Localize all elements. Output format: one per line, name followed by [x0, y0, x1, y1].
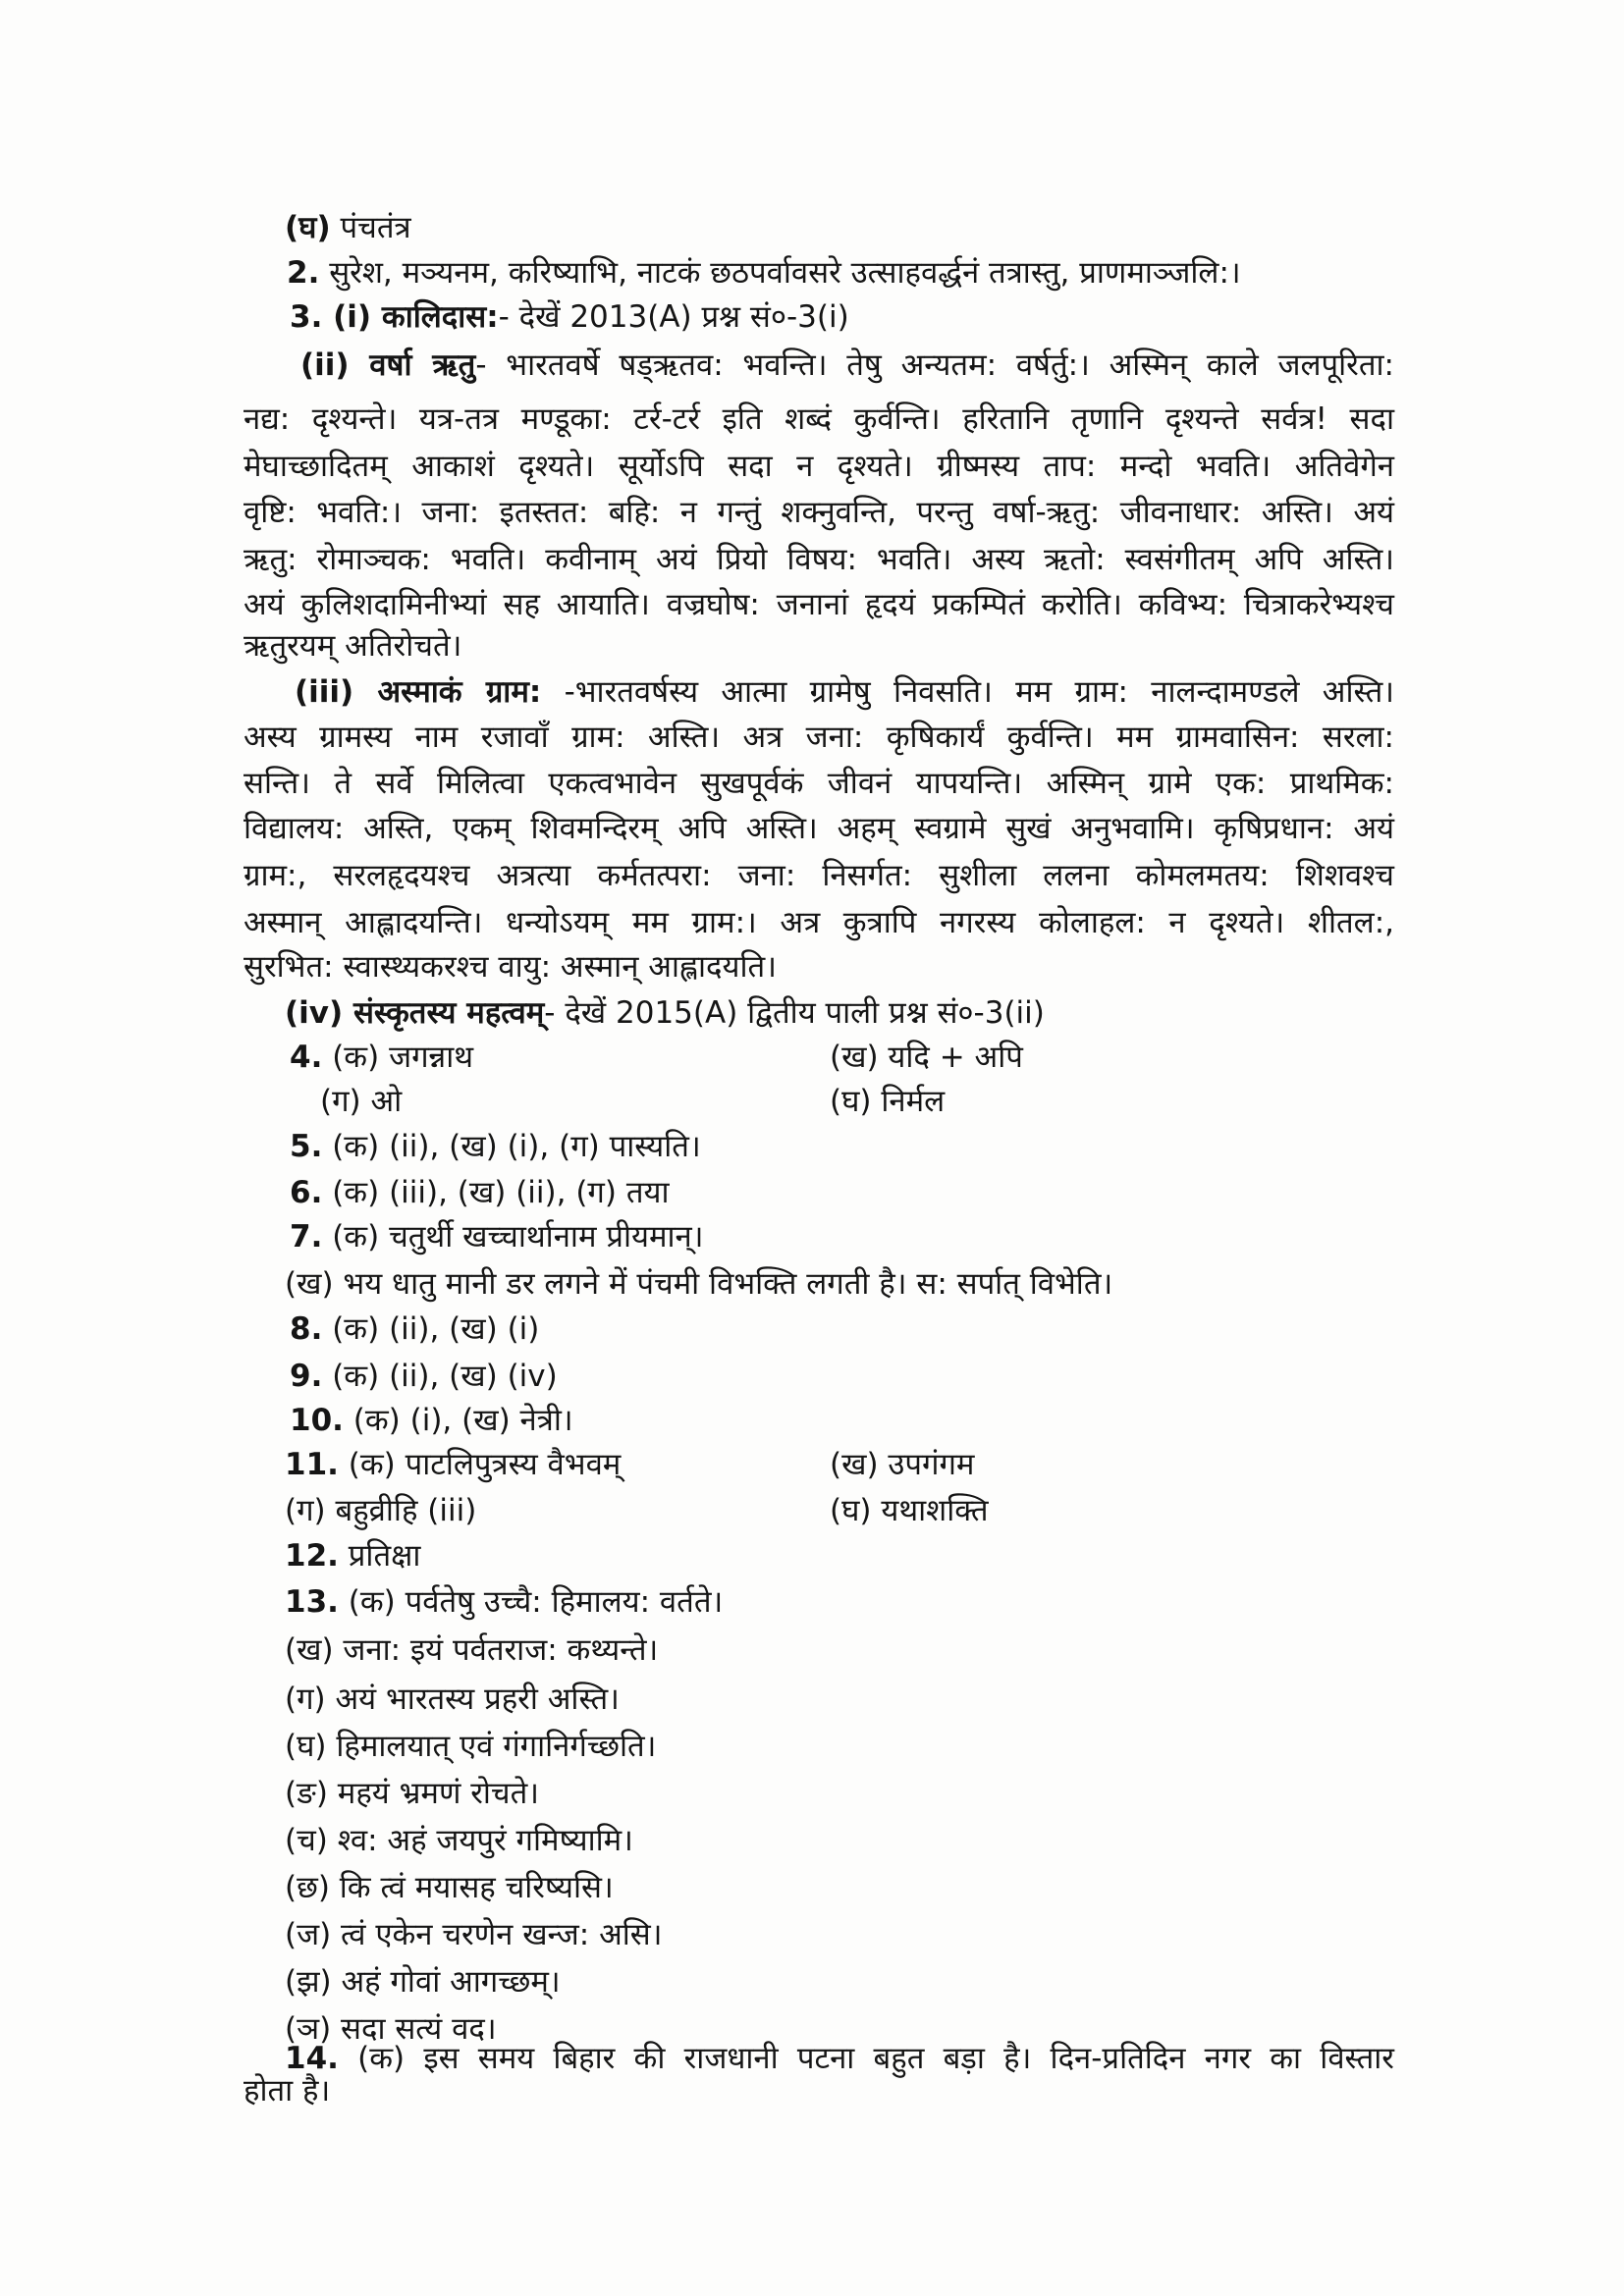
item-number: 6.: [290, 1175, 323, 1210]
text-line: [290, 1217, 704, 1256]
line-text: (क) इस समय बिहार की राजधानी पटना बहुत बड़ा है। दिन-प्रतिदिन नगर का विस्तार: [338, 2041, 1394, 2076]
text-line: [285, 1774, 539, 1813]
line-text: (ग) ओ: [320, 1084, 403, 1119]
item-number: 13.: [285, 1584, 339, 1620]
text-line: [290, 1038, 473, 1077]
text-line: [300, 346, 1394, 385]
line-text: ऋतु: रोमाञ्चक: भवति। कवीनाम् अयं प्रियो विषय: भवति। अस्य ऋतो: स्वसंगीतम् अपि अस्ति।: [244, 542, 1394, 577]
text-line: [285, 1962, 561, 2002]
line-text: (क) चतुर्थी खच्चार्थानाम प्रीयमान्।: [322, 1219, 704, 1255]
text-line: [285, 1680, 620, 1719]
line-text: सन्ति। ते सर्वे मिलित्वा एकत्वभावेन सुखपूर्वकं जीवनं यापयन्ति। अस्मिन् ग्रामे एक: प्राथमिक:: [244, 766, 1394, 801]
line-text: अस्मान् आह्लादयन्ति। धन्योऽयम् मम ग्राम:। अत्र कुत्रापि नगरस्य कोलाहल: न दृश्यते। शीतल:,: [244, 905, 1394, 940]
line-text: (क) (ii), (ख) (i), (ग) पास्यति।: [322, 1129, 701, 1164]
line-text: - देखें 2015(A) द्वितीय पाली प्रश्न सं०-3(ii): [544, 995, 1045, 1031]
right-column-answer: (घ) यथाशक्ति: [830, 1493, 989, 1528]
right-column-answer: (ख) उपगंगम: [830, 1447, 975, 1482]
item-number: (iv) संस्कृतस्य महत्वम्: [285, 995, 545, 1031]
text-line: [290, 297, 849, 337]
line-text: नद्य: दृश्यन्ते। यत्र-तत्र मण्डूका: टर्र-टर्र इति शब्दं कुर्वन्ति। हरितानि तृणानि दृश्यन्ते सर्वत्र! सदा: [244, 401, 1394, 437]
line-text: (ज) त्वं एकेन चरणेन खन्ज: असि।: [285, 1917, 663, 1952]
item-number: 3. (i) कालिदास:: [290, 299, 499, 335]
line-text: वृष्टि: भवति:। जना: इतस्तत: बहि: न गन्तुं शक्नुवन्ति, परन्तु वर्षा-ऋतु: जीवनाधार: अस्ति। अयं: [244, 495, 1394, 530]
line-text: (ग) अयं भारतस्य प्रहरी अस्ति।: [285, 1682, 620, 1717]
text-line: [290, 1401, 573, 1440]
item-number: (iii) अस्माकं ग्राम:: [295, 674, 542, 710]
line-text: (क) (ii), (ख) (i): [322, 1311, 540, 1347]
line-text: - देखें 2013(A) प्रश्न सं०-3(i): [498, 299, 849, 335]
line-text: अस्य ग्रामस्य नाम रजावाँ ग्राम: अस्ति। अत्र जना: कृषिकार्यं कुर्वन्ति। मम ग्रामवासिन: सरला:: [244, 720, 1394, 755]
line-text: होता है।: [244, 2073, 331, 2109]
text-line: [285, 208, 411, 247]
line-text: ऋतुरयम् अतिरोचते।: [244, 628, 462, 664]
item-number: 5.: [290, 1129, 323, 1164]
line-text: -भारतवर्षस्य आत्मा ग्रामेषु निवसति। मम ग्राम: नालन्दामण्डले अस्ति।: [541, 674, 1394, 710]
line-text: (क) पाटलिपुत्रस्य वैभवम्: [338, 1447, 622, 1482]
text-line: [285, 1915, 663, 1954]
line-text: (घ) हिमालयात् एवं गंगानिर्गच्छति।: [285, 1729, 657, 1764]
text-line: [290, 1173, 670, 1212]
line-text: (क) जगन्नाथ: [322, 1040, 474, 1075]
line-text: विद्यालय: अस्ति, एकम् शिवमन्दिरम् अपि अस्ति। अहम् स्वग्रामे सुखं अनुभवामि। कृषिप्रधान: अयं: [244, 811, 1394, 846]
line-text: (ख) जना: इयं पर्वतराज: कथ्यन्ते।: [285, 1632, 659, 1668]
text-line: [285, 993, 1045, 1033]
line-text: सुरभित: स्वास्थ्यकरश्च वायु: अस्मान् आह्लादयति।: [244, 949, 777, 985]
text-line: [285, 1582, 723, 1622]
item-number: 4.: [290, 1040, 323, 1075]
text-line: [244, 718, 1394, 757]
line-text: पंचतंत्र: [330, 210, 411, 245]
text-line: [244, 903, 1394, 942]
text-line: [244, 400, 1394, 439]
text-line: [285, 1491, 476, 1530]
text-line: [295, 672, 1394, 712]
line-text: सुरेश, मञ्यनम, करिष्याभि, नाटकं छठपर्वावसरे उत्साहवर्द्धनं तत्रास्तु, प्राणमाञ्जलि:।: [319, 255, 1241, 291]
line-text: (क) (ii), (ख) (iv): [322, 1359, 558, 1394]
item-number: 10.: [290, 1403, 344, 1438]
text-line: [244, 540, 1394, 579]
item-number: 11.: [285, 1447, 339, 1482]
line-text: (ख) भय धातु मानी डर लगने में पंचमी विभक्ति लगती है। स: सर्पात् विभेति।: [285, 1266, 1113, 1302]
text-line: [290, 1357, 558, 1396]
line-text: - भारतवर्षे षड्ऋतव: भवन्ति। तेषु अन्यतम: वर्षर्तु:। अस्मिन् काले जलपूरिता:: [475, 347, 1395, 383]
item-number: 12.: [285, 1538, 339, 1574]
item-number: 7.: [290, 1219, 323, 1255]
line-text: (च) श्व: अहं जयपुरं गमिष्यामि।: [285, 1823, 633, 1858]
text-line: [285, 1536, 420, 1575]
text-line: [244, 947, 777, 987]
text-line: [244, 447, 1394, 486]
text-line: [290, 1127, 701, 1166]
text-line: [285, 1630, 658, 1670]
line-text: मेघाच्छादितम् आकाशं दृश्यते। सूर्योऽपि सदा न दृश्यते। ग्रीष्मस्य ताप: मन्दो भवति। अतिवेगेन: [244, 449, 1394, 484]
text-line: [285, 1821, 633, 1860]
item-number: (ii) वर्षा ऋतु: [300, 347, 476, 383]
right-column-answer: (ख) यदि + अपि: [830, 1040, 1023, 1075]
text-line: [244, 809, 1394, 848]
text-line: [244, 626, 461, 666]
line-text: अयं कुलिशदामिनीभ्यां सह आयाति। वज्रघोष: जनानां हृदयं प्रकम्पितं करोति। कविभ्य: चित्राकरेभ्यश्च: [244, 587, 1394, 622]
line-text: (क) (iii), (ख) (ii), (ग) तया: [322, 1175, 670, 1210]
text-line: [244, 585, 1394, 624]
line-text: प्रतिक्षा: [338, 1538, 421, 1574]
text-line: [287, 253, 1241, 293]
text-line: [244, 856, 1394, 895]
line-text: (छ) कि त्वं मयासह चरिष्यसि।: [285, 1870, 614, 1905]
item-number: 8.: [290, 1311, 323, 1347]
text-line: [320, 1082, 402, 1121]
text-line: [244, 2071, 330, 2110]
item-number: 2.: [287, 255, 320, 291]
item-number: 9.: [290, 1359, 323, 1394]
item-number: 14.: [285, 2041, 339, 2076]
text-line: [244, 493, 1394, 532]
line-text: (क) पर्वतेषु उच्चै: हिमालय: वर्तते।: [338, 1584, 724, 1620]
text-line: [285, 1264, 1112, 1304]
line-text: (ग) बहुव्रीहि (iii): [285, 1493, 477, 1528]
line-text: (ञ) सदा सत्यं वद।: [285, 2011, 497, 2047]
line-text: (क) (i), (ख) नेत्री।: [343, 1403, 573, 1438]
line-text: (ङ) महयं भ्रमणं रोचते।: [285, 1776, 540, 1811]
line-text: (झ) अहं गोवां आगच्छम्।: [285, 1964, 561, 2000]
line-text: ग्राम:, सरलहृदयश्च अत्रत्या कर्मतत्परा: जना: निसर्गत: सुशीला ललना कोमलमतय: शिशवश्च: [244, 858, 1394, 893]
text-line: [285, 1445, 621, 1484]
text-line: [285, 1727, 656, 1766]
text-line: [244, 764, 1394, 803]
text-line: [290, 1309, 539, 1349]
text-line: [285, 1868, 614, 1907]
item-number: (घ): [285, 210, 331, 245]
right-column-answer: (घ) निर्मल: [830, 1084, 946, 1119]
text-line: [285, 2039, 1394, 2078]
